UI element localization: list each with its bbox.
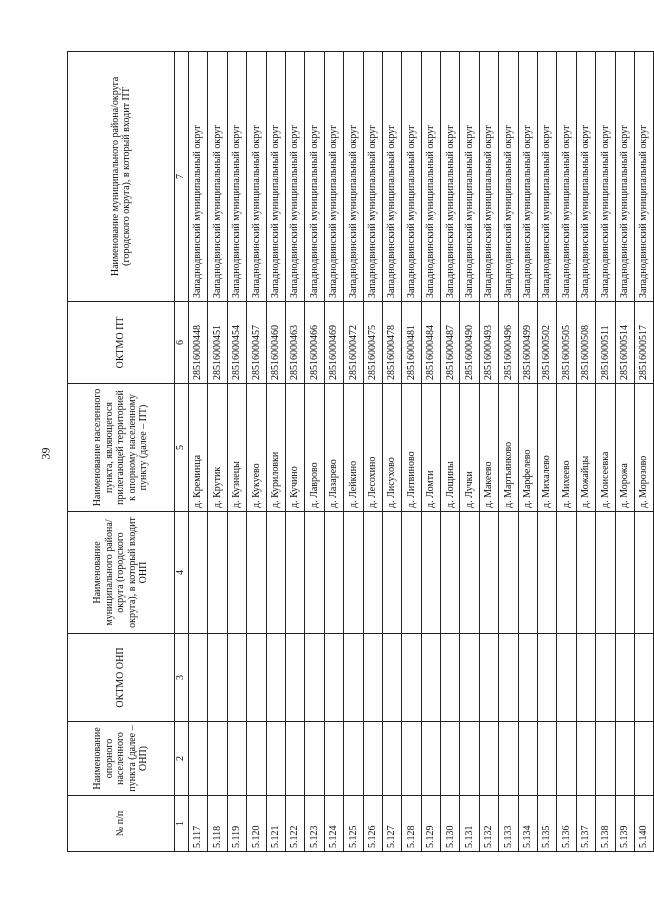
onp-oktmo-cell [344, 634, 363, 722]
onp-name-cell [189, 722, 208, 796]
onp-district-cell [460, 512, 479, 634]
onp-district-cell [285, 512, 304, 634]
row-number: 5.127 [382, 796, 401, 852]
onp-name-cell [324, 722, 343, 796]
pt-district-cell: Западнодвинский муниципальный округ [460, 52, 479, 302]
pt-oktmo-cell: 28516000481 [402, 302, 421, 384]
pt-district-cell: Западнодвинский муниципальный округ [441, 52, 460, 302]
onp-district-cell [479, 512, 498, 634]
settlements-table [67, 51, 654, 852]
onp-district-cell [363, 512, 382, 634]
pt-district-cell: Западнодвинский муниципальный округ [247, 52, 266, 302]
pt-oktmo-cell: 28516000511 [596, 302, 615, 384]
pt-oktmo-cell: 28516000460 [266, 302, 285, 384]
pt-district-cell: Западнодвинский муниципальный округ [634, 52, 653, 302]
pt-name-cell: д. Макеево [479, 384, 498, 512]
header-num: № п/п [68, 796, 175, 852]
pt-district-cell: Западнодвинский муниципальный округ [305, 52, 324, 302]
column-number: 7 [175, 52, 189, 302]
pt-oktmo-cell: 28516000499 [518, 302, 537, 384]
column-number: 1 [175, 796, 189, 852]
column-numbers-row [175, 52, 189, 852]
row-number: 5.118 [208, 796, 227, 852]
onp-district-cell [615, 512, 634, 634]
row-number: 5.138 [596, 796, 615, 852]
pt-oktmo-cell: 28516000451 [208, 302, 227, 384]
onp-oktmo-cell [305, 634, 324, 722]
onp-name-cell [479, 722, 498, 796]
onp-district-cell [634, 512, 653, 634]
pt-oktmo-cell: 28516000502 [538, 302, 557, 384]
pt-district-cell: Западнодвинский муниципальный округ [363, 52, 382, 302]
table-row [479, 52, 498, 852]
row-number: 5.117 [189, 796, 208, 852]
pt-district-cell: Западнодвинский муниципальный округ [576, 52, 595, 302]
onp-district-cell [208, 512, 227, 634]
row-number: 5.135 [538, 796, 557, 852]
pt-district-cell: Западнодвинский муниципальный округ [208, 52, 227, 302]
header-pt-district: Наименование муниципального района/округа (городского округа), в который входит ПТ [68, 52, 175, 302]
onp-name-cell [363, 722, 382, 796]
pt-name-cell: д. Моисеевка [596, 384, 615, 512]
column-number: 2 [175, 722, 189, 796]
pt-name-cell: д. Кукуево [247, 384, 266, 512]
onp-district-cell [402, 512, 421, 634]
onp-oktmo-cell [518, 634, 537, 722]
onp-oktmo-cell [479, 634, 498, 722]
onp-district-cell [189, 512, 208, 634]
table-row [189, 52, 208, 852]
pt-district-cell: Западнодвинский муниципальный округ [421, 52, 440, 302]
pt-name-cell: д. Креминца [189, 384, 208, 512]
rotated-table-container [67, 52, 650, 852]
onp-oktmo-cell [382, 634, 401, 722]
header-pt-oktmo: ОКТМО ПТ [68, 302, 175, 384]
table-row [538, 52, 557, 852]
page-number: 39 [38, 447, 53, 460]
pt-name-cell: д. Лазарево [324, 384, 343, 512]
onp-oktmo-cell [441, 634, 460, 722]
pt-oktmo-cell: 28516000448 [189, 302, 208, 384]
onp-name-cell [382, 722, 401, 796]
onp-district-cell [266, 512, 285, 634]
pt-name-cell: д. Морозово [634, 384, 653, 512]
onp-district-cell [305, 512, 324, 634]
pt-name-cell: д. Лаврово [305, 384, 324, 512]
onp-district-cell [382, 512, 401, 634]
onp-oktmo-cell [402, 634, 421, 722]
column-number: 3 [175, 634, 189, 722]
column-number: 4 [175, 512, 189, 634]
pt-oktmo-cell: 28516000487 [441, 302, 460, 384]
pt-district-cell: Западнодвинский муниципальный округ [285, 52, 304, 302]
row-number: 5.136 [557, 796, 576, 852]
onp-oktmo-cell [460, 634, 479, 722]
pt-district-cell: Западнодвинский муниципальный округ [382, 52, 401, 302]
pt-oktmo-cell: 28516000514 [615, 302, 634, 384]
onp-oktmo-cell [421, 634, 440, 722]
onp-oktmo-cell [227, 634, 246, 722]
onp-oktmo-cell [247, 634, 266, 722]
onp-district-cell [441, 512, 460, 634]
onp-name-cell [460, 722, 479, 796]
onp-name-cell [557, 722, 576, 796]
pt-oktmo-cell: 28516000505 [557, 302, 576, 384]
pt-name-cell: д. Ломти [421, 384, 440, 512]
pt-name-cell: д. Михеево [557, 384, 576, 512]
pt-district-cell: Западнодвинский муниципальный округ [518, 52, 537, 302]
pt-district-cell: Западнодвинский муниципальный округ [324, 52, 343, 302]
pt-name-cell: д. Кучино [285, 384, 304, 512]
pt-name-cell: д. Куриловки [266, 384, 285, 512]
column-number: 5 [175, 384, 189, 512]
pt-name-cell: д. Лучки [460, 384, 479, 512]
onp-name-cell [499, 722, 518, 796]
pt-oktmo-cell: 28516000457 [247, 302, 266, 384]
onp-district-cell [576, 512, 595, 634]
onp-name-cell [615, 722, 634, 796]
pt-district-cell: Западнодвинский муниципальный округ [344, 52, 363, 302]
onp-name-cell [596, 722, 615, 796]
header-pt-name: Наименование населенного пункта, являющегося прилегающей территорией к опорному населенному пункту (далее – ПТ) [68, 384, 175, 512]
onp-name-cell [227, 722, 246, 796]
row-number: 5.139 [615, 796, 634, 852]
pt-oktmo-cell: 28516000454 [227, 302, 246, 384]
table-row [402, 52, 421, 852]
pt-district-cell: Западнодвинский муниципальный округ [596, 52, 615, 302]
pt-oktmo-cell: 28516000517 [634, 302, 653, 384]
row-number: 5.130 [441, 796, 460, 852]
row-number: 5.129 [421, 796, 440, 852]
pt-district-cell: Западнодвинский муниципальный округ [479, 52, 498, 302]
table-row [285, 52, 304, 852]
table-row [382, 52, 401, 852]
pt-district-cell: Западнодвинский муниципальный округ [189, 52, 208, 302]
table-row [596, 52, 615, 852]
pt-district-cell: Западнодвинский муниципальный округ [615, 52, 634, 302]
pt-district-cell: Западнодвинский муниципальный округ [266, 52, 285, 302]
pt-district-cell: Западнодвинский муниципальный округ [538, 52, 557, 302]
onp-oktmo-cell [189, 634, 208, 722]
table-row [634, 52, 653, 852]
pt-name-cell: д. Лейкино [344, 384, 363, 512]
pt-name-cell: д. Лощины [441, 384, 460, 512]
pt-district-cell: Западнодвинский муниципальный округ [227, 52, 246, 302]
onp-name-cell [247, 722, 266, 796]
row-number: 5.124 [324, 796, 343, 852]
row-number: 5.132 [479, 796, 498, 852]
onp-district-cell [538, 512, 557, 634]
pt-oktmo-cell: 28516000463 [285, 302, 304, 384]
table-row [421, 52, 440, 852]
pt-name-cell: д. Мартьянково [499, 384, 518, 512]
onp-oktmo-cell [208, 634, 227, 722]
row-number: 5.128 [402, 796, 421, 852]
row-number: 5.119 [227, 796, 246, 852]
header-onp-oktmo: ОКТМО ОНП [68, 634, 175, 722]
onp-oktmo-cell [499, 634, 518, 722]
pt-name-cell: д. Морожа [615, 384, 634, 512]
onp-name-cell [576, 722, 595, 796]
onp-oktmo-cell [634, 634, 653, 722]
row-number: 5.123 [305, 796, 324, 852]
onp-district-cell [421, 512, 440, 634]
row-number: 5.137 [576, 796, 595, 852]
row-number: 5.134 [518, 796, 537, 852]
onp-oktmo-cell [615, 634, 634, 722]
pt-name-cell: д. Литвиново [402, 384, 421, 512]
pt-oktmo-cell: 28516000496 [499, 302, 518, 384]
onp-oktmo-cell [557, 634, 576, 722]
onp-name-cell [305, 722, 324, 796]
onp-name-cell [538, 722, 557, 796]
header-onp-name: Наименование опорного населенного пункта (далее – ОНП) [68, 722, 175, 796]
onp-name-cell [266, 722, 285, 796]
table-row [499, 52, 518, 852]
row-number: 5.133 [499, 796, 518, 852]
onp-district-cell [596, 512, 615, 634]
table-row [266, 52, 285, 852]
row-number: 5.120 [247, 796, 266, 852]
row-number: 5.131 [460, 796, 479, 852]
pt-name-cell: д. Лесохино [363, 384, 382, 512]
onp-name-cell [421, 722, 440, 796]
onp-oktmo-cell [285, 634, 304, 722]
pt-name-cell: д. Можайцы [576, 384, 595, 512]
pt-oktmo-cell: 28516000493 [479, 302, 498, 384]
onp-oktmo-cell [266, 634, 285, 722]
table-header-row [68, 52, 175, 852]
table-row [344, 52, 363, 852]
onp-name-cell [402, 722, 421, 796]
table-row [557, 52, 576, 852]
table-row [441, 52, 460, 852]
onp-district-cell [324, 512, 343, 634]
table-row [305, 52, 324, 852]
onp-district-cell [499, 512, 518, 634]
onp-district-cell [518, 512, 537, 634]
onp-district-cell [247, 512, 266, 634]
pt-oktmo-cell: 28516000472 [344, 302, 363, 384]
pt-name-cell: д. Лисухово [382, 384, 401, 512]
pt-name-cell: д. Марфелево [518, 384, 537, 512]
row-number: 5.126 [363, 796, 382, 852]
pt-name-cell: д. Михалево [538, 384, 557, 512]
onp-district-cell [344, 512, 363, 634]
table-row [615, 52, 634, 852]
header-onp-district: Наименование муниципального района/округа (городского округа), в который входит ОНП [68, 512, 175, 634]
onp-district-cell [227, 512, 246, 634]
pt-oktmo-cell: 28516000466 [305, 302, 324, 384]
onp-oktmo-cell [576, 634, 595, 722]
pt-name-cell: д. Кузнецы [227, 384, 246, 512]
onp-name-cell [634, 722, 653, 796]
pt-name-cell: д. Крутик [208, 384, 227, 512]
pt-district-cell: Западнодвинский муниципальный округ [557, 52, 576, 302]
row-number: 5.122 [285, 796, 304, 852]
onp-name-cell [285, 722, 304, 796]
column-number: 6 [175, 302, 189, 384]
table-row [460, 52, 479, 852]
row-number: 5.121 [266, 796, 285, 852]
pt-oktmo-cell: 28516000508 [576, 302, 595, 384]
table-row [324, 52, 343, 852]
table-row [363, 52, 382, 852]
onp-oktmo-cell [324, 634, 343, 722]
row-number: 5.125 [344, 796, 363, 852]
onp-oktmo-cell [596, 634, 615, 722]
pt-district-cell: Западнодвинский муниципальный округ [499, 52, 518, 302]
table-row [576, 52, 595, 852]
table-row [518, 52, 537, 852]
pt-oktmo-cell: 28516000469 [324, 302, 343, 384]
pt-oktmo-cell: 28516000484 [421, 302, 440, 384]
onp-oktmo-cell [363, 634, 382, 722]
onp-name-cell [441, 722, 460, 796]
onp-name-cell [208, 722, 227, 796]
onp-district-cell [557, 512, 576, 634]
row-number: 5.140 [634, 796, 653, 852]
table-row [208, 52, 227, 852]
table-row [227, 52, 246, 852]
pt-oktmo-cell: 28516000475 [363, 302, 382, 384]
onp-name-cell [518, 722, 537, 796]
pt-oktmo-cell: 28516000490 [460, 302, 479, 384]
pt-oktmo-cell: 28516000478 [382, 302, 401, 384]
onp-name-cell [344, 722, 363, 796]
table-row [247, 52, 266, 852]
pt-district-cell: Западнодвинский муниципальный округ [402, 52, 421, 302]
onp-oktmo-cell [538, 634, 557, 722]
